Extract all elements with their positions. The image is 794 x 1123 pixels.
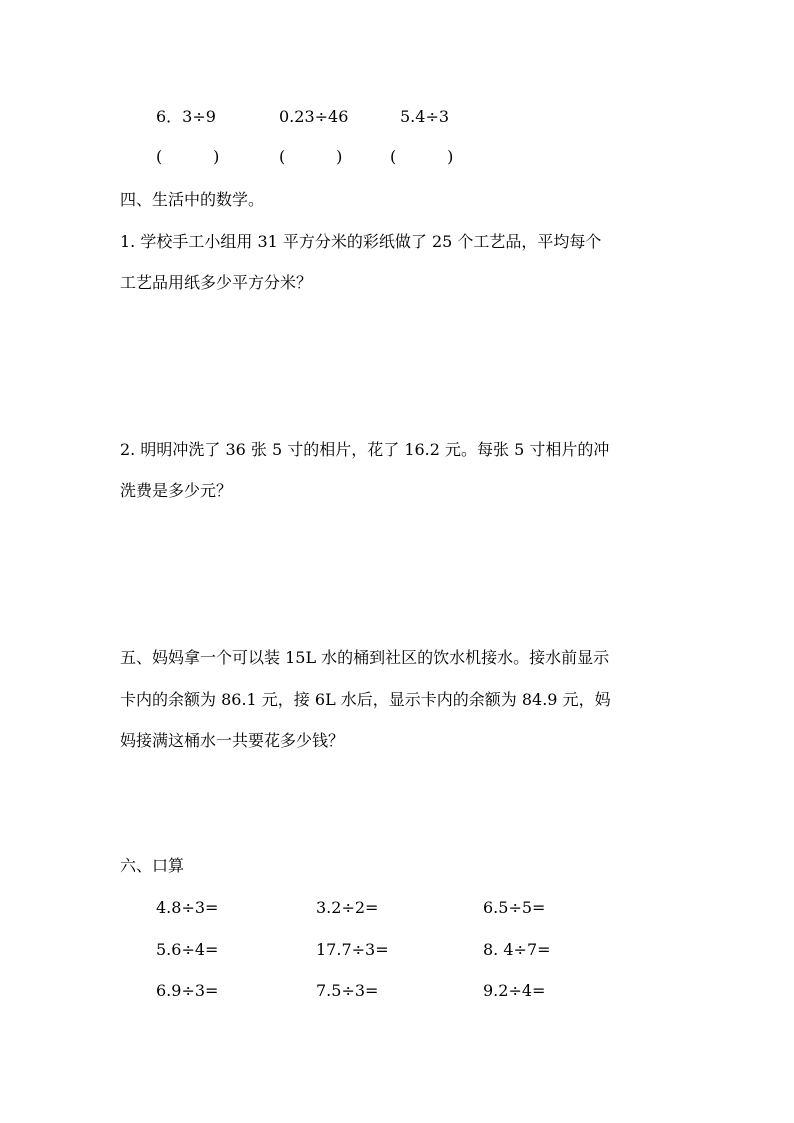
mental-calc-1-3: 6.5÷5= (483, 898, 546, 917)
question1-line1: 1. 学校手工小组用 31 平方分米的彩纸做了 25 个工艺品，平均每个 (120, 232, 602, 251)
answer-blank-2: ( ) (279, 147, 343, 166)
mental-calc-2-3: 8. 4÷7= (483, 940, 551, 959)
mental-calc-3-3: 9.2÷4= (483, 981, 546, 1000)
mental-calc-3-1: 6.9÷3= (156, 981, 219, 1000)
expression-3: 5.4÷3 (400, 107, 450, 126)
section5-line2: 卡内的余额为 86.1 元，接 6L 水后，显示卡内的余额为 84.9 元，妈 (120, 690, 611, 709)
section4-heading: 四、生活中的数学。 (120, 190, 265, 209)
section5-line1: 五、妈妈拿一个可以装 15L 水的桶到社区的饮水机接水。接水前显示 (120, 648, 610, 667)
section6-heading: 六、口算 (120, 856, 185, 875)
mental-calc-1-2: 3.2÷2= (316, 898, 379, 917)
mental-calc-1-1: 4.8÷3= (156, 898, 219, 917)
mental-calc-2-2: 17.7÷3= (316, 940, 389, 959)
question2-line2: 洗费是多少元？ (120, 481, 233, 500)
mental-calc-3-2: 7.5÷3= (316, 981, 379, 1000)
question2-line1: 2. 明明冲洗了 36 张 5 寸的相片，花了 16.2 元。每张 5 寸相片的冲 (120, 440, 610, 459)
answer-blank-3: ( ) (390, 147, 454, 166)
expression-2: 0.23÷46 (279, 107, 349, 126)
question1-line2: 工艺品用纸多少平方分米？ (120, 273, 313, 292)
expression-1: 6．3÷9 (156, 107, 216, 126)
mental-calc-2-1: 5.6÷4= (156, 940, 219, 959)
section5-line3: 妈接满这桶水一共要花多少钱？ (120, 731, 345, 750)
answer-blank-1: ( ) (156, 147, 220, 166)
